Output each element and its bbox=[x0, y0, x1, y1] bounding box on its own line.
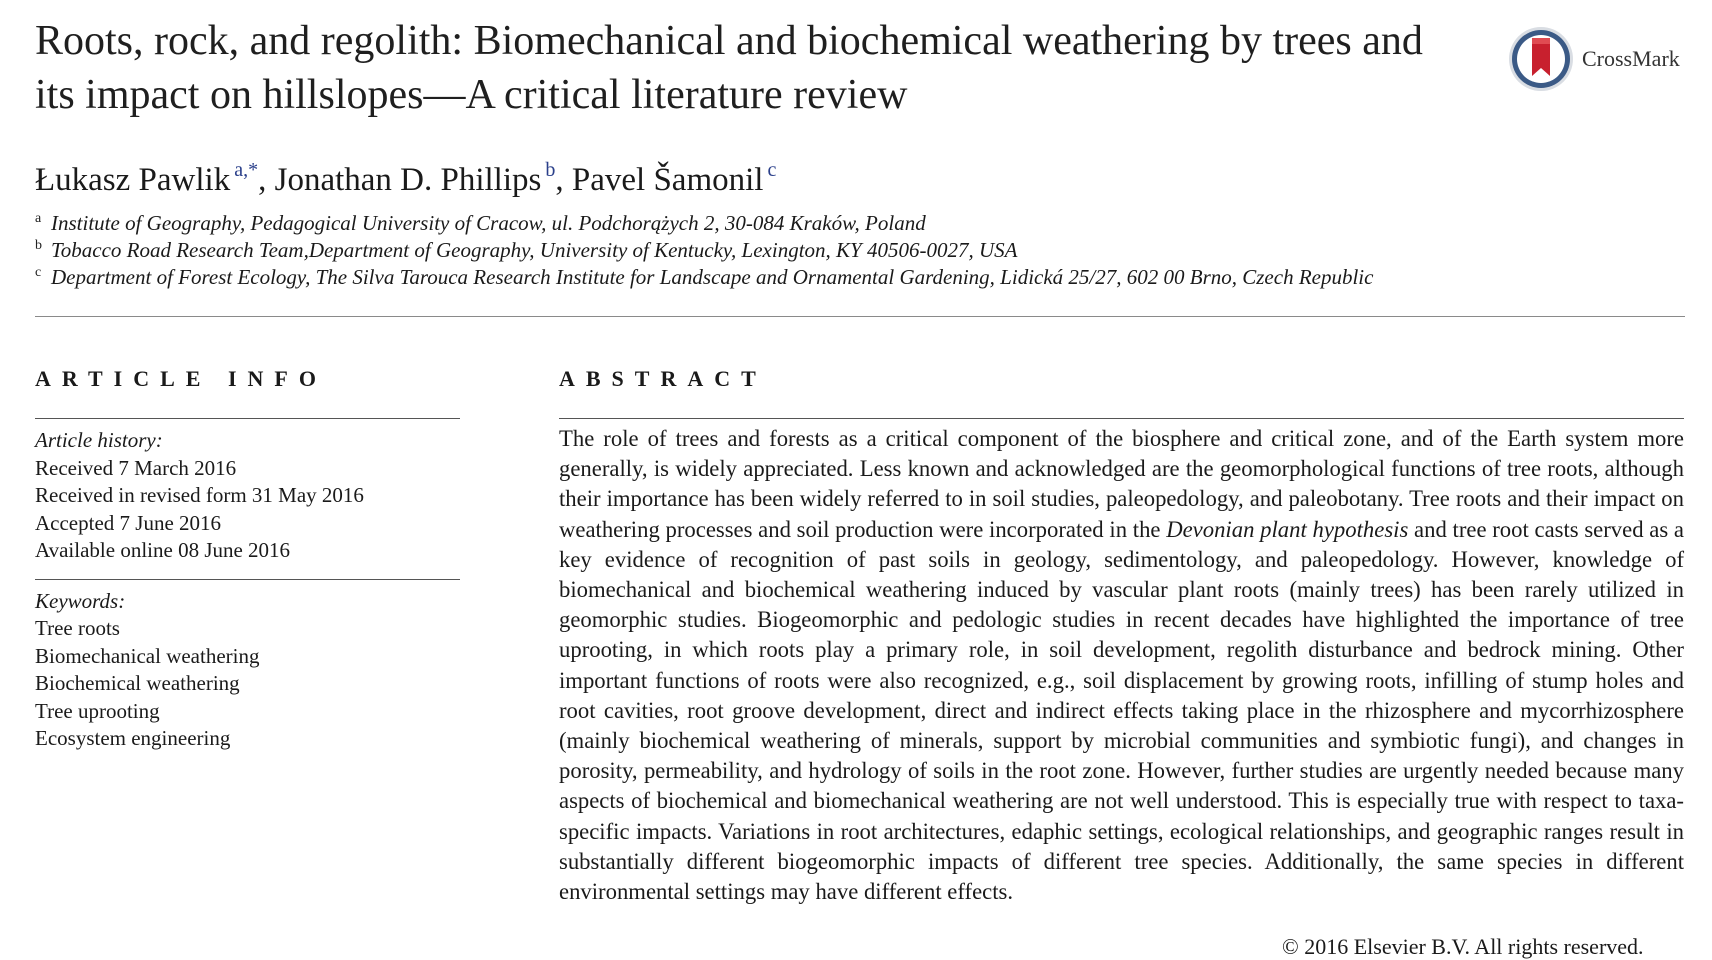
affiliation bbox=[35, 210, 1675, 237]
abstract-divider bbox=[559, 418, 1684, 419]
history-label: Article history: bbox=[35, 428, 163, 452]
keyword: Biochemical weathering bbox=[35, 671, 240, 695]
keyword: Ecosystem engineering bbox=[35, 726, 231, 750]
affiliation-text: Department of Forest Ecology, The Silva Tarouca Research Institute for Landscape and Ornamental Gardening, Lidická 25/27, 602 00 Brno, Czech Republic bbox=[51, 265, 1374, 289]
history-item: Received 7 March 2016 bbox=[35, 455, 237, 480]
author-affiliation-mark[interactable]: c bbox=[767, 159, 777, 181]
abstract-text-part: and tree root casts served as a key evidence of recognition of past soils in geology, sedimentology, and paleopedology. However, knowledge of biomechanical and biochemical weathering induced by vascular plant roots (mainly trees) has been rarely utilized in geomorphic studies. Biogeomorphic and pedologic studies in recent decades have highlighted the importance of tree uprooting, in which roots play a primary role, in soil development, regolith disturbance and bedrock mining. Other important functions of roots were also recognized, e.g., soil displacement by growing roots, infilling of stump holes and root cavities, root groove development, direct and indirect effects taking place in the rhizosphere and mycorrhizosphere (mainly biochemical weathering of minerals, support by microbial communities and symbiotic fungi), and changes in porosity, permeability, and hydrology of soils in the root zone. However, further studies are urgently needed because many aspects of biochemical and biomechanical weathering are not well understood. This is especially true with respect to taxa-specific impacts. Variations in root architectures, edaphic settings, ecological relationships, and geographic ranges result in substantially different biogeomorphic impacts of different tree species. Additionally, the same species in different environmental settings may have different effects. bbox=[559, 516, 1684, 905]
copyright-notice: © 2016 Elsevier B.V. All rights reserved. bbox=[1282, 934, 1644, 959]
crossmark-icon bbox=[1508, 26, 1574, 92]
affiliation bbox=[35, 237, 1675, 264]
affiliation-mark: c bbox=[35, 265, 42, 280]
author-name[interactable]: Łukasz Pawlik bbox=[35, 162, 231, 198]
history-item: Received in revised form 31 May 2016 bbox=[35, 483, 364, 507]
abstract-heading: ABSTRACT bbox=[559, 366, 767, 391]
article-info-heading: ARTICLE INFO bbox=[35, 366, 327, 391]
article-info-panel bbox=[35, 418, 460, 753]
keyword: Tree uprooting bbox=[35, 698, 160, 723]
header-divider bbox=[35, 316, 1685, 317]
author-name[interactable]: Jonathan D. Phillips bbox=[274, 162, 542, 198]
affiliation-text: Institute of Geography, Pedagogical University of Cracow, ul. Podchorążych 2, 30-084 Kraków, Poland bbox=[51, 211, 926, 235]
abstract-text-part: The role of trees and forests as a critical component of the biosphere and critical zone, and of the Earth system more generally, is widely appreciated. Less known and acknowledged are the geomorphological functions of tree roots, although their importance has been widely referred to in soil studies, paleopedology, and paleobotany. Tree roots and their impact on weathering processes and soil production were incorporated in the bbox=[559, 426, 1684, 542]
affiliation-list bbox=[35, 210, 1675, 291]
keywords-label: Keywords: bbox=[35, 588, 126, 613]
crossmark-label: CrossMark bbox=[1582, 46, 1680, 71]
affiliation bbox=[35, 264, 1675, 291]
author-name[interactable]: Pavel Šamonil bbox=[571, 162, 764, 198]
history-item: Accepted 7 June 2016 bbox=[35, 510, 222, 535]
abstract-text bbox=[559, 424, 1684, 907]
article-title: Roots, rock, and regolith: Biomechanical and biochemical weathering by trees and its impact on hillslopes—A critical literature review bbox=[35, 18, 1423, 118]
author-affiliation-mark[interactable]: a,* bbox=[234, 159, 259, 181]
abstract-italic-term: Devonian plant hypothesis bbox=[1166, 516, 1409, 542]
affiliation-text: Tobacco Road Research Team,Department of Geography, University of Kentucky, Lexington, KY 40506-0027, USA bbox=[51, 238, 1018, 262]
history-item: Available online 08 June 2016 bbox=[35, 538, 291, 562]
author-affiliation-mark[interactable]: b bbox=[545, 159, 556, 181]
author-list: Łukasz Pawlik $^{a,*}$, Jonathan D. Phillips $^b$, Pavel Šamonil $^c$ bbox=[35, 159, 777, 198]
keyword: Tree roots bbox=[35, 616, 120, 640]
affiliation-mark: a bbox=[35, 211, 42, 226]
affiliation-mark: b bbox=[35, 238, 42, 253]
article-history bbox=[35, 419, 460, 565]
keyword: Biomechanical weathering bbox=[35, 643, 260, 668]
crossmark-badge[interactable] bbox=[1508, 24, 1688, 94]
keywords-section bbox=[35, 579, 460, 753]
